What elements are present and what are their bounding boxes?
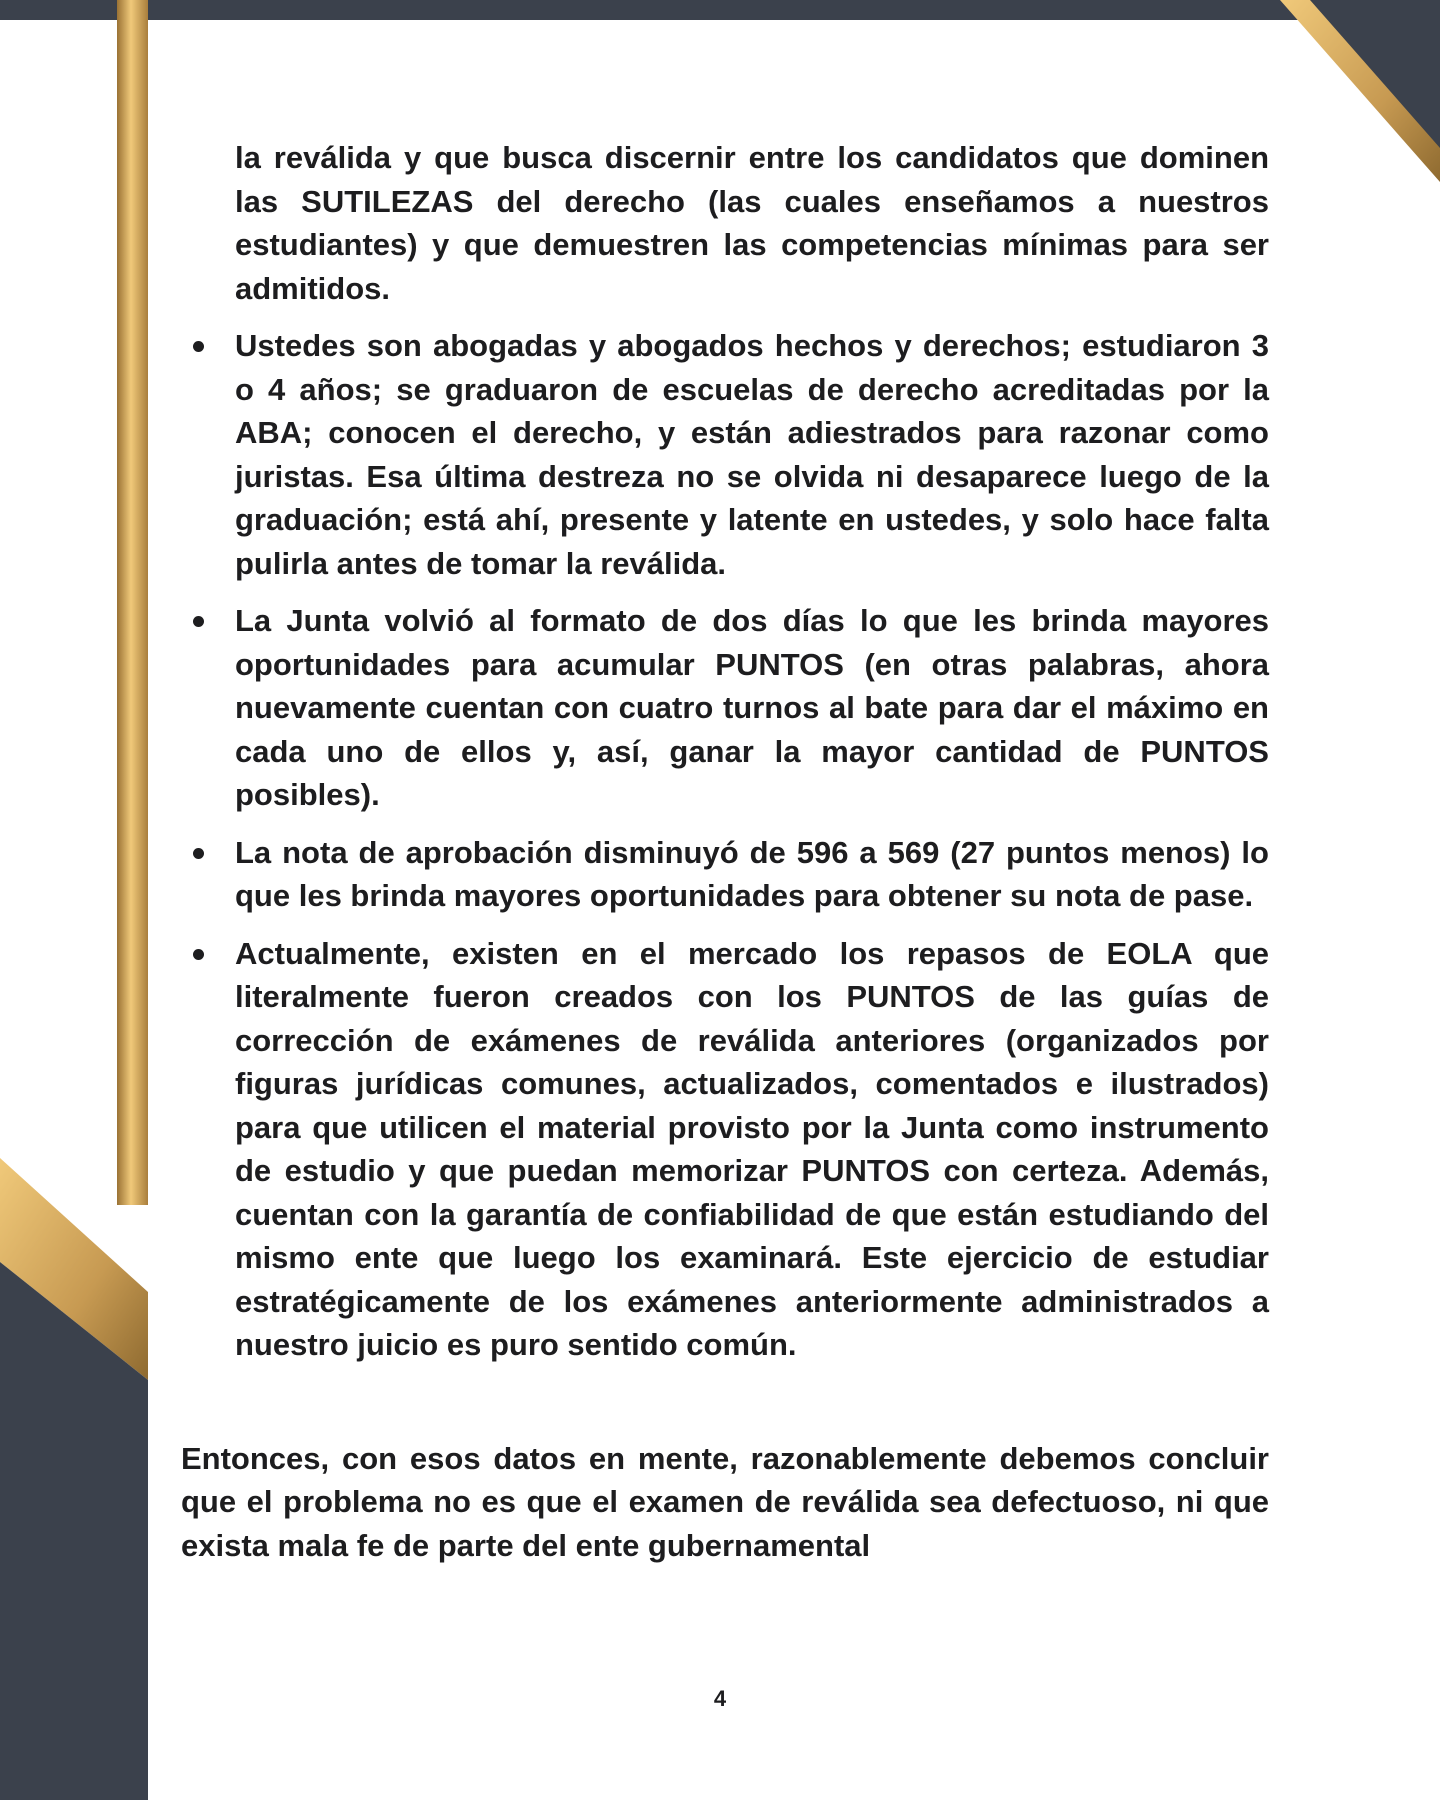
list-item-text: La Junta volvió al formato de dos días lo que les brinda mayores oportunidades para acumular PUNTOS (en otras palabras, ahora nuevamente cuentan con cuatro turnos al bate para dar el máximo en cada uno de ellos y, así, ganar la mayor cantidad de PUNTOS posibles). (235, 603, 1269, 812)
list-item (181, 932, 1269, 1367)
bullet-icon (193, 616, 204, 627)
list-item (181, 599, 1269, 817)
continuation-paragraph: la reválida y que busca discernir entre los candidatos que dominen las SUTILEZAS del derecho (las cuales enseñamos a nuestros estudiantes) y que demuestren las competencias mínimas para ser admitidos. (235, 140, 1269, 306)
bottom-left-gold-band (0, 1158, 148, 1380)
bottom-left-navy-block (0, 1262, 148, 1800)
page-number: 4 (713, 1686, 727, 1711)
bullet-icon (193, 949, 204, 960)
list-item-text: La nota de aprobación disminuyó de 596 a 569 (27 puntos menos) lo que les brinda mayores oportunidades para obtener su nota de pase. (235, 834, 1269, 913)
left-gold-stripe (117, 0, 148, 1205)
conclusion-paragraph: Entonces, con esos datos en mente, razonablemente debemos concluir que el problema no es que el examen de reválida sea defectuoso, ni que exista mala fe de parte del ente gubernamental (181, 1440, 1269, 1563)
list-item (181, 324, 1269, 585)
bullet-icon (193, 341, 204, 352)
list-item-text: Ustedes son abogadas y abogados hechos y derechos; estudiaron 3 o 4 años; se graduaron de escuelas de derecho acreditadas por la ABA; conocen el derecho, y están adiestrados para razonar como juristas. Esa última destreza no se olvida ni desaparece luego de la graduación; está ahí, presente y latente en ustedes, y solo hace falta pulirla antes de tomar la reválida. (235, 328, 1269, 581)
top-right-gold-corner (1280, 0, 1440, 182)
list-item-text: Actualmente, existen en el mercado los repasos de EOLA que literalmente fueron creados con los PUNTOS de las guías de corrección de exámenes de reválida anteriores (organizados por figuras jurídicas comunes, actualizados, comentados e ilustrados) para que utilicen el material provisto por la Junta como instrumento de estudio y que puedan memorizar PUNTOS con certeza. Además, cuentan con la garantía de confiabilidad de que están estudiando del mismo ente que luego los examinará. Este ejercicio de estudiar estratégicamente de los exámenes anteriormente administrados a nuestro juicio es puro sentido común. (235, 935, 1269, 1362)
top-navy-bar (0, 0, 1440, 20)
document-body (181, 136, 1269, 1567)
bullet-icon (193, 848, 204, 859)
top-right-navy-corner (1298, 0, 1440, 150)
list-item (181, 831, 1269, 918)
bullet-list (181, 324, 1269, 1367)
